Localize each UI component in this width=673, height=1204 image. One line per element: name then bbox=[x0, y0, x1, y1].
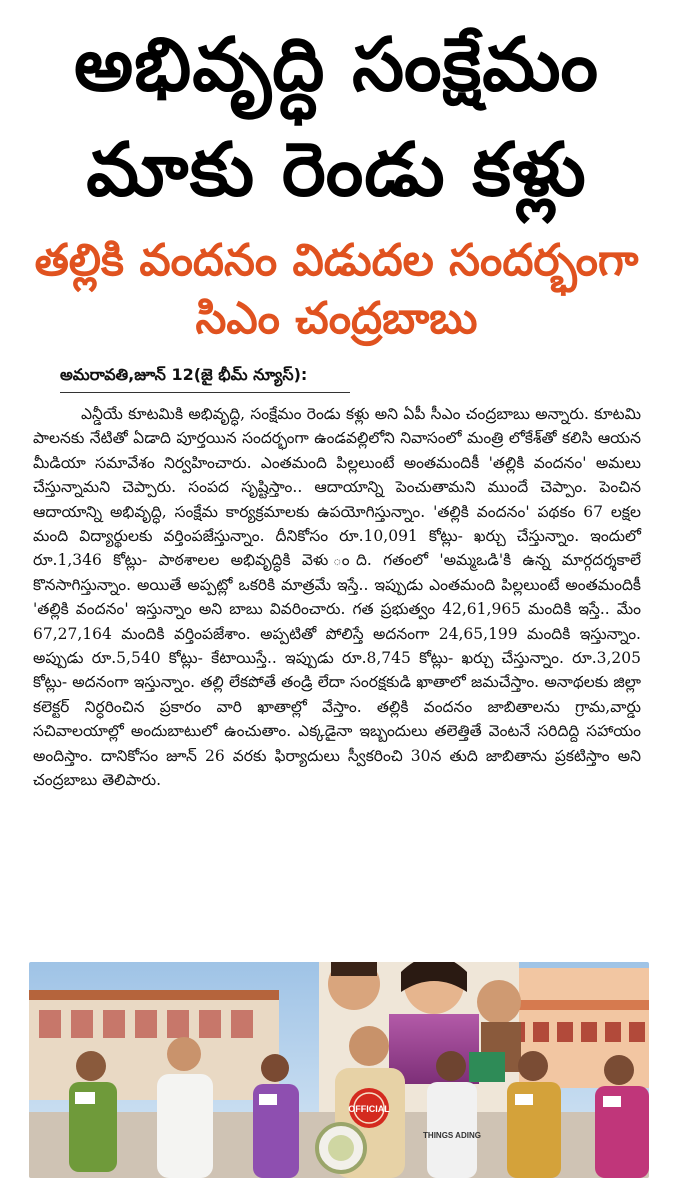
subheadline-line-1: తల్లికి వందనం విడుదల సందర్భంగా bbox=[34, 235, 639, 286]
dateline-rule bbox=[60, 392, 350, 393]
shirt-text: THINGS ADING bbox=[423, 1131, 481, 1140]
official-stamp-text: OFFICIAL bbox=[348, 1104, 390, 1114]
subheadline-line-2: సిఎం చంద్రబాబు bbox=[195, 293, 478, 344]
headline-line-2: మాకు రెండు కళ్లు bbox=[86, 127, 587, 213]
headline-line-1: అభివృద్ధి సంక్షేమం bbox=[73, 22, 600, 108]
dateline: అమరావతి,జూన్ 12(జై భీమ్ న్యూస్): bbox=[60, 365, 308, 384]
news-photo bbox=[29, 962, 649, 1178]
article-body: ఎన్డీయే కూటమికి అభివృద్ధి, సంక్షేమం రెండు కళ్లు అని ఏపీ సీఎం చంద్రబాబు అన్నారు. కూటమి పాలనకు నేటితో ఏడాది పూర్తయిన సందర్భంగా ఉండవల్లిలోని నివాసంలో మంత్రి లోకేశ్‌తో కలిసి ఆయన మీడియా సమావేశం నిర్వహించారు. ఎంతమంది పిల్లలుంటే అంతమందికీ 'తల్లికి వందనం' అమలు చేస్తున్నామని చెప్పారు. సంపద సృష్టిస్తాం.. ఆదాయాన్ని పెంచుతామని ముందే చెప్పాం. పెంచిన ఆదాయాన్ని అభివృద్ధి, సంక్షేమ కార్యక్రమాలకు ఉపయోగిస్తున్నాం. 'తల్లికి వందనం' పథకం 67 లక్షల మంది విద్యార్థులకు వర్తింపజేస్తున్నాం. దీనికోసం రూ.10,091 కోట్లు- ఖర్చు చేస్తున్నాం. ఇందులో రూ.1,346 కోట్లు- పాఠశాలల అభివృద్ధికి వెళు ంది. గతంలో 'అమ్మఒడి'కి ఉన్న మార్గదర్శకాలే కొనసాగిస్తున్నాం. అయితే అప్పట్లో ఒకరికి మాత్రమే ఇస్తే.. ఇప్పుడు ఎంతమంది పిల్లలుంటే అంతమందికీ 'తల్లికి వందనం' ఇస్తున్నాం అని బాబు వివరించారు. గత ప్రభుత్వం 42,61,965 మందికి ఇస్తే.. మేం 67,27,164 మందికి వర్తింపజేశాం. అప్పటితో పోలిస్తే అదనంగా 24,65,199 మందికి ఇస్తున్నాం. అప్పుడు రూ.5,540 కోట్లు- కేటాయిస్తే.. ఇప్పుడు రూ.8,745 కోట్లు- ఖర్చు చేస్తున్నాం. రూ.3,205 కోట్లు- అదనంగా ఇస్తున్నాం. తల్లి లేకపోతే తండ్రి లేదా సంరక్షకుడి ఖాతాలో జమచేస్తాం. అనాథలకు జిల్లా కలెక్టర్ నిర్ధరించిన ప్రకారం వారి ఖాతాల్లో వేస్తాం. తల్లికి వందనం జాబితాలను గ్రామ,వార్డు సచివాలయాల్లో అందుబాటులో ఉంచుతాం. ఎక్కడైనా ఇబ్బందులు తలెత్తితే వెంటనే సరిదిద్ది సహాయం అందిస్తాం. దానికోసం జూన్ 26 వరకు ఫిర్యాదులు స్వీకరించి 30న తుది జాబితాను ప్రకటిస్తాం అని చంద్రబాబు తెలిపారు. bbox=[33, 405, 641, 790]
